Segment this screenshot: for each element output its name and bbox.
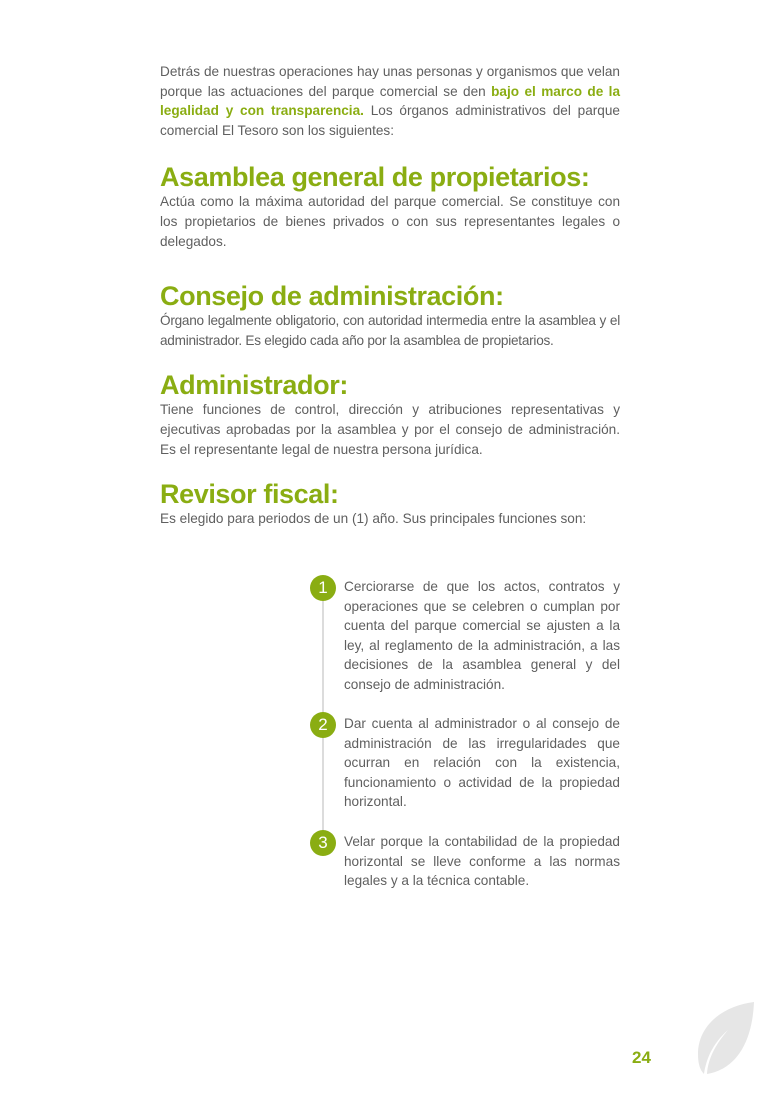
- intro-highlight: bajo el marco de la legalidad y con transparencia.: [160, 83, 621, 119]
- page-number: 24: [632, 1048, 651, 1067]
- intro-text-start: Detrás de nuestras operaciones hay unas personas y organismos que velan porque las actuaciones del parque comercial se den: [160, 64, 620, 99]
- function-text: Dar cuenta al administrador o al consejo de administración de las irregularidades que ocurran en relación con la existencia, funcionamiento o actividad de la propiedad horizontal.: [344, 716, 620, 810]
- intro-paragraph: [160, 62, 620, 140]
- function-text: Velar porque la contabilidad de la propiedad horizontal se lleve conforme a las normas legales y a la técnica contable.: [344, 834, 620, 889]
- section-title-revisor: Revisor fiscal:: [160, 479, 339, 510]
- step-number-badge: 2: [310, 712, 336, 738]
- section-title-asamblea: Asamblea general de propietarios:: [160, 162, 590, 193]
- section-text-administrador: Tiene funciones de control, dirección y atribuciones representativas y ejecutivas aprobadas por la asamblea y por el consejo de administración. Es el representante legal de nuestra persona jurídica.: [160, 402, 620, 457]
- section-text-revisor: Es elegido para periodos de un (1) año. Sus principales funciones son:: [160, 511, 587, 527]
- page-content: [160, 62, 620, 529]
- step-number-badge: 3: [310, 830, 336, 856]
- section-title-administrador: Administrador:: [160, 370, 348, 401]
- step-number-badge: 1: [310, 575, 336, 601]
- function-text: Cerciorarse de que los actos, contratos y operaciones que se celebren o cumplan por cuenta del parque comercial se ajusten a la ley, al reglamento de la administración, a las decisiones de la asamblea general y del consejo de administración.: [344, 579, 620, 692]
- section-text-consejo: Órgano legalmente obligatorio, con autoridad intermedia entre la asamblea y el administrador. Es elegido cada año por la asamblea de propietarios.: [160, 313, 620, 348]
- section-title-consejo: Consejo de administración:: [160, 281, 504, 312]
- intro-text-end: Los órganos administrativos del parque comercial El Tesoro son los siguientes:: [160, 103, 620, 138]
- leaf-icon: [694, 1000, 756, 1076]
- section-text-asamblea: Actúa como la máxima autoridad del parque comercial. Se constituye con los propietarios de bienes privados o con sus representantes legales o delegados.: [160, 194, 620, 249]
